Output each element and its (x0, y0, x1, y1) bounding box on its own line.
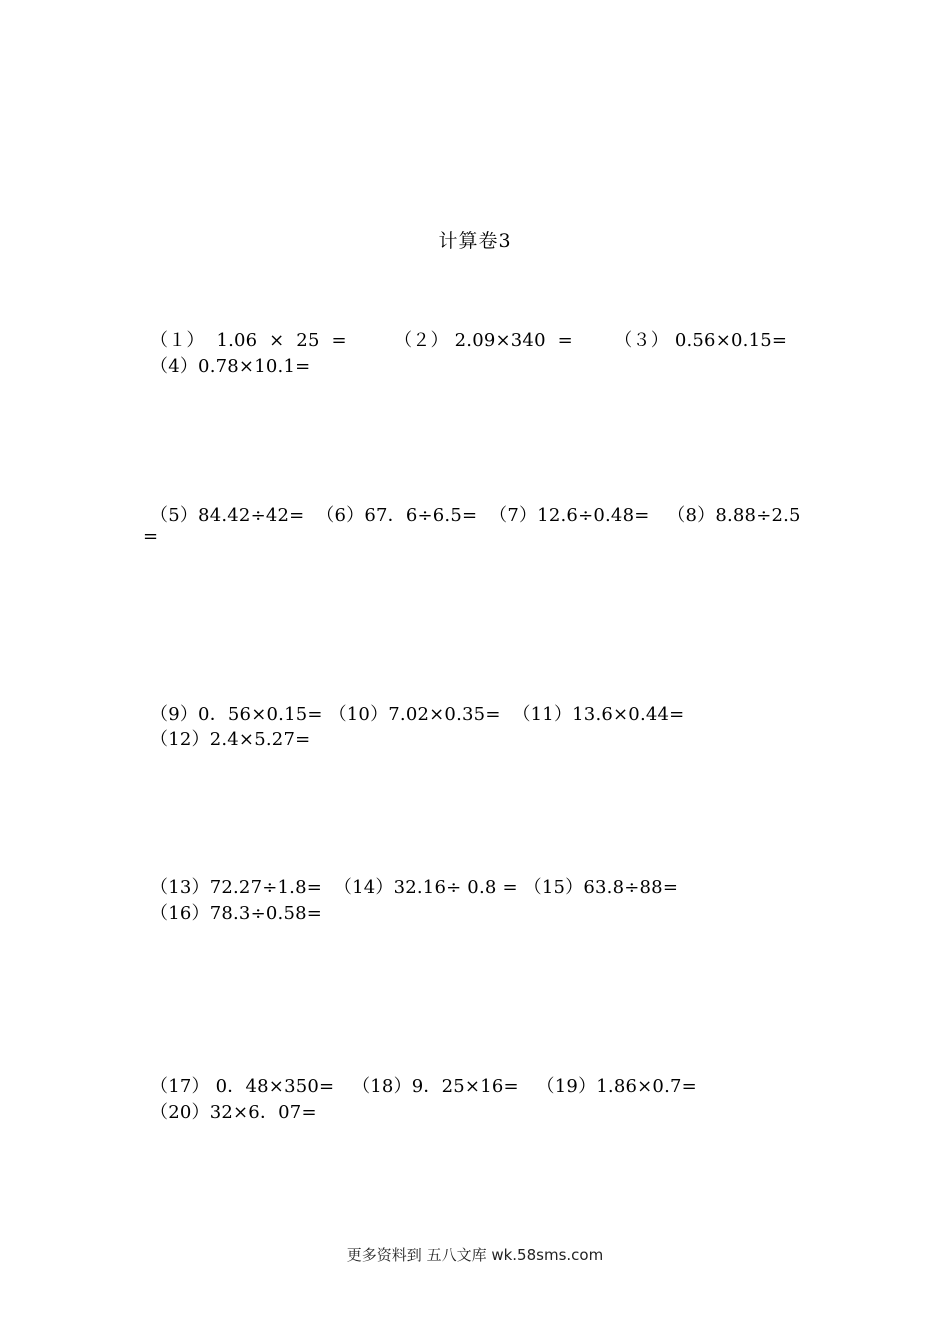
problem-line-9-11: （9）0．56×0.15= （10）7.02×0.35= （11）13.6×0.44= (150, 704, 685, 725)
problem-line-17-19: （17） 0．48×350= （18）9．25×16= （19）1.86×0.7= (150, 1076, 697, 1097)
problem-line-20: （20）32×6．07= (150, 1102, 317, 1123)
problem-line-13-15: （13）72.27÷1.8= （14）32.16÷ 0.8 = （15）63.8÷88= (150, 877, 679, 898)
problem-line-16: （16）78.3÷0.58= (150, 903, 323, 924)
problem-line-8-wrap: = (143, 526, 159, 547)
problem-line-5-8: （5）84.42÷42= （6）67．6÷6.5= （7）12.6÷0.48= （8）8.88÷2.5 (150, 505, 801, 526)
footer-source-link[interactable]: 更多资料到 五八文库 wk.58sms.com (346, 1246, 604, 1264)
worksheet-title: 计算卷3 (438, 230, 512, 252)
problem-line-1-3: （１） 1.06 × 25 = （２） 2.09×340 = （３） 0.56×0.15= (150, 330, 788, 351)
problem-line-12: （12）2.4×5.27= (150, 729, 311, 750)
problem-line-4: （4）0.78×10.1= (150, 356, 311, 377)
